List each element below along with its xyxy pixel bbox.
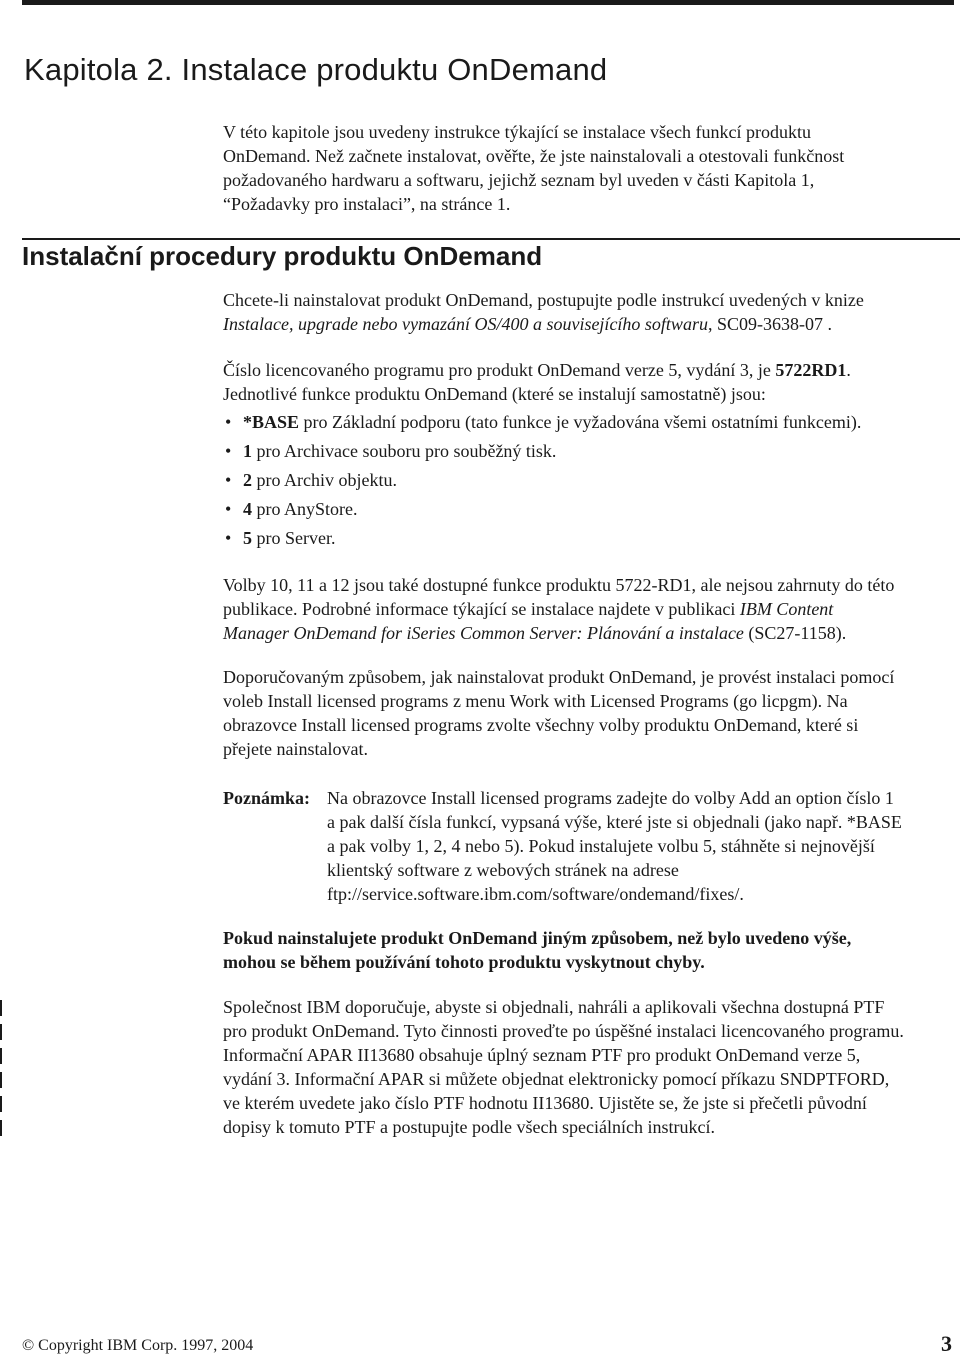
- paragraph-line: [223, 358, 958, 382]
- bullet-icon: •: [225, 441, 232, 461]
- paragraph-line: [223, 312, 958, 336]
- paragraph-line: pro produkt OnDemand. Tyto činnosti proveďte po úspěšné instalaci licencovaného programu.: [223, 1021, 904, 1041]
- book-number: , SC09-3638-07 .: [707, 314, 832, 334]
- warning-line: Pokud nainstalujete produkt OnDemand jiným způsobem, než bylo uvedeno výše,: [223, 928, 852, 948]
- page-number: 3: [941, 1331, 952, 1356]
- publication-title: IBM Content: [739, 599, 834, 619]
- feature-text: pro Archiv objektu.: [252, 470, 397, 490]
- intro-line: požadovaného hardwaru a softwaru, jejichž seznam byl uveden v části Kapitola 1,: [223, 170, 815, 190]
- program-number: 5722RD1: [775, 360, 847, 380]
- install-reference-paragraph: [223, 288, 958, 336]
- list-item: [223, 410, 958, 439]
- paragraph-line: dopisy k tomuto PTF a postupujte podle všech speciálních instrukcí.: [223, 1117, 715, 1137]
- warning-line: mohou se během používání tohoto produktu vyskytnout chyby.: [223, 952, 705, 972]
- paragraph-line: Společnost IBM doporučuje, abyste si objednali, nahráli a aplikovali všechna dostupná PTF: [223, 997, 885, 1017]
- note-line: a pak další čísla funkcí, vypsaná výše, které jste si objednali (jako např. *BASE: [327, 812, 902, 832]
- intro-paragraph: [223, 120, 958, 216]
- note-line: a pak volby 1, 2, 4 nebo 5). Pokud instalujete volbu 5, stáhněte si nejnovější: [327, 836, 875, 856]
- bullet-icon: •: [225, 528, 232, 548]
- feature-text: pro Archivace souboru pro souběžný tisk.: [252, 441, 557, 461]
- feature-code: 2: [243, 470, 252, 490]
- paragraph-line: vydání 3. Informační APAR si můžete objednat elektronicky pomocí příkazu SNDPTFORD,: [223, 1069, 890, 1089]
- text-run: (SC27-1158).: [743, 623, 847, 643]
- recommendation-paragraph: [223, 665, 958, 761]
- bullet-icon: •: [225, 470, 232, 490]
- bullet-icon: •: [225, 499, 232, 519]
- paragraph-line: obrazovce Install licensed programs zvolte všechny volby produktu OnDemand, které si: [223, 715, 859, 735]
- book-title: Instalace, upgrade nebo vymazání OS/400 a souvisejícího softwaru: [223, 314, 708, 334]
- text-run: publikace. Podrobné informace týkající se instalace najdete v publikaci: [223, 599, 740, 619]
- note-label: Poznámka:: [223, 788, 310, 808]
- paragraph-line: voleb Install licensed programs z menu Work with Licensed Programs (go licpgm). Na: [223, 691, 848, 711]
- list-item: [223, 468, 958, 497]
- feature-code: 5: [243, 528, 252, 548]
- paragraph-line: přejete nainstalovat.: [223, 739, 368, 759]
- paragraph-line: Informační APAR II13680 obsahuje úplný seznam PTF pro produkt OnDemand verze 5,: [223, 1045, 861, 1065]
- copyright: © Copyright IBM Corp. 1997, 2004: [22, 1337, 254, 1354]
- paragraph-line: Volby 10, 11 a 12 jsou také dostupné funkce produktu 5722-RD1, ale nejsou zahrnuty do této: [223, 575, 895, 595]
- feature-list: [223, 410, 958, 555]
- paragraph-line: Doporučovaným způsobem, jak nainstalovat produkt OnDemand, je provést instalaci pomocí: [223, 667, 895, 687]
- feature-text: pro Základní podporu (tato funkce je vyžadována všemi ostatními funkcemi).: [299, 412, 862, 432]
- list-item: [223, 497, 958, 526]
- ptf-paragraph: [223, 995, 958, 1139]
- chapter-title: Kapitola 2. Instalace produktu OnDemand: [24, 52, 608, 87]
- text-run: Číslo licencovaného programu pro produkt OnDemand verze 5, vydání 3, je: [223, 360, 776, 380]
- intro-line: OnDemand. Než začnete instalovat, ověřte, že jste nainstalovali a otestovali funkčnost: [223, 146, 845, 166]
- feature-text: pro Server.: [252, 528, 336, 548]
- intro-line: “Požadavky pro instalaci”, na stránce 1.: [223, 194, 511, 214]
- program-number-paragraph: [223, 358, 958, 406]
- list-item: [223, 439, 958, 468]
- feature-code: 1: [243, 441, 252, 461]
- intro-line: V této kapitole jsou uvedeny instrukce týkající se instalace všech funkcí produktu: [223, 122, 812, 142]
- paragraph-line: Chcete-li nainstalovat produkt OnDemand, postupujte podle instrukcí uvedených v knize: [223, 290, 864, 310]
- options-paragraph: [223, 573, 958, 645]
- publication-title: Manager OnDemand for iSeries Common Server: Plánování a instalace: [223, 623, 744, 643]
- paragraph-line: [223, 597, 958, 621]
- note-line ftp-url: ftp://service.software.ibm.com/software/ondemand/fixes/.: [327, 884, 744, 904]
- warning-paragraph: [223, 926, 958, 974]
- bullet-icon: •: [225, 412, 232, 432]
- note-line: Na obrazovce Install licensed programs zadejte do volby Add an option číslo 1: [327, 788, 894, 808]
- paragraph-line: ve kterém uvedete jako číslo PTF hodnotu II13680. Ujistěte se, že jste si přečetli původní: [223, 1093, 867, 1113]
- note-line: klientský software z webových stránek na adrese: [327, 860, 679, 880]
- feature-text: pro AnyStore.: [252, 499, 358, 519]
- section-rule: [22, 238, 960, 240]
- change-bar: [0, 996, 4, 1136]
- paragraph-line: Jednotlivé funkce produktu OnDemand (které se instalují samostatně) jsou:: [223, 384, 766, 404]
- list-item: [223, 526, 958, 555]
- note-text: [327, 786, 957, 906]
- paragraph-line: [223, 621, 958, 645]
- section-title: Instalační procedury produktu OnDemand: [22, 241, 543, 271]
- feature-code: 4: [243, 499, 252, 519]
- top-rule: [22, 0, 954, 5]
- text-run: .: [846, 360, 851, 380]
- feature-code: *BASE: [243, 412, 300, 432]
